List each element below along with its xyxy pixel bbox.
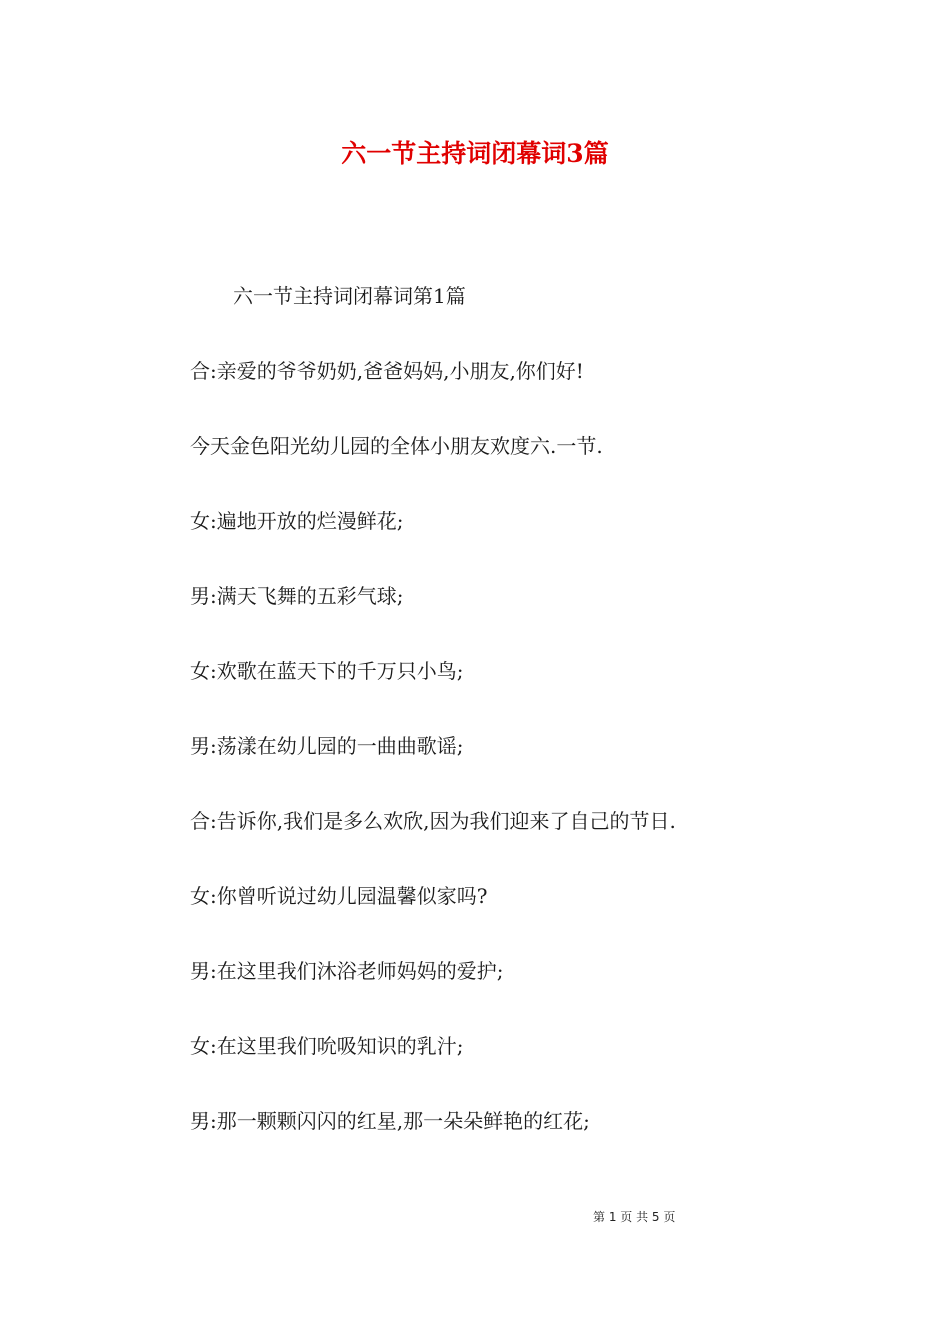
paragraph-line: 男:荡漾在幼儿园的一曲曲歌谣; xyxy=(190,734,464,758)
paragraph-line: 女:欢歌在蓝天下的千万只小鸟; xyxy=(190,659,464,683)
paragraph-line: 今天金色阳光幼儿园的全体小朋友欢度六.一节. xyxy=(190,434,603,458)
paragraph-line: 男:那一颗颗闪闪的红星,那一朵朵鲜艳的红花; xyxy=(190,1109,590,1133)
page-number-footer: 第 1 页 共 5 页 xyxy=(593,1210,676,1224)
paragraph-line: 男:满天飞舞的五彩气球; xyxy=(190,584,404,608)
section-heading: 六一节主持词闭幕词第1篇 xyxy=(233,284,466,308)
paragraph-line: 男:在这里我们沐浴老师妈妈的爱护; xyxy=(190,959,504,983)
document-title: 六一节主持词闭幕词3篇 xyxy=(341,139,609,168)
paragraph-line: 女:你曾听说过幼儿园温馨似家吗? xyxy=(190,884,488,908)
paragraph-line: 合:亲爱的爷爷奶奶,爸爸妈妈,小朋友,你们好! xyxy=(190,359,584,383)
paragraph-line: 女:在这里我们吮吸知识的乳汁; xyxy=(190,1034,464,1058)
paragraph-line: 女:遍地开放的烂漫鲜花; xyxy=(190,509,404,533)
paragraph-line: 合:告诉你,我们是多么欢欣,因为我们迎来了自己的节日. xyxy=(190,809,676,833)
